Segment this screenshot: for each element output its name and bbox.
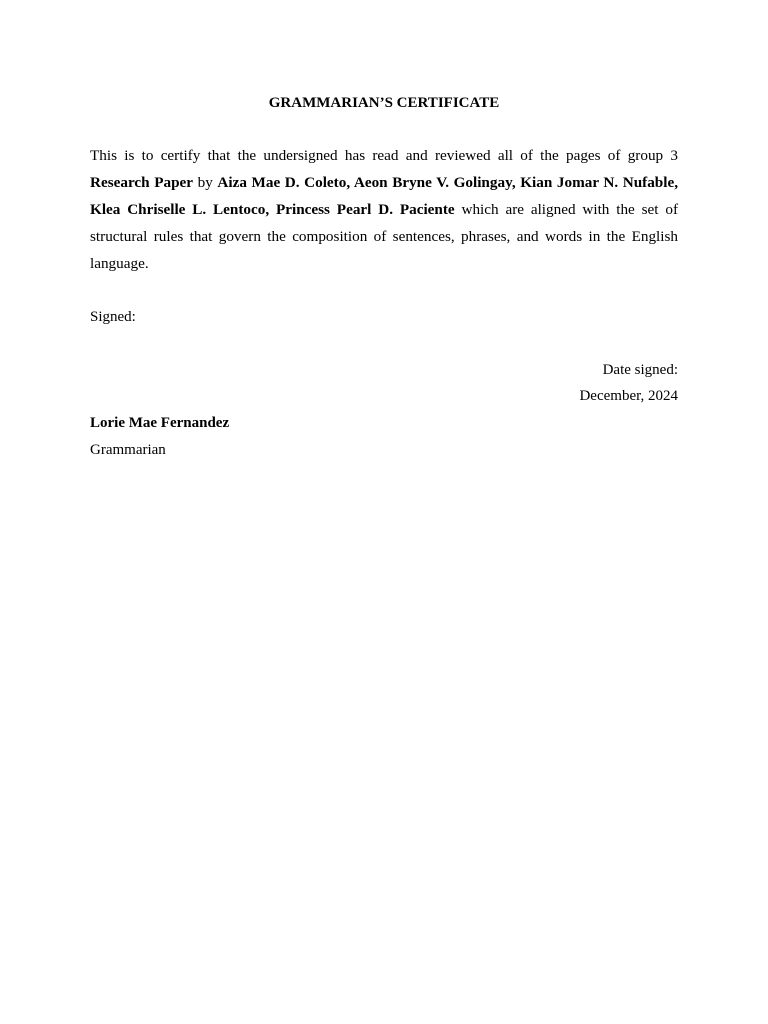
body-authors: Aiza Mae D. Coleto, Aeon Bryne V. Golingay, Kian Jomar N. Nufable, Klea Chriselle L. Lentoco, Princess Pearl D. Paciente — [90, 174, 679, 218]
signed-label: Signed: — [90, 309, 136, 325]
certificate-body — [90, 142, 678, 277]
signer-role: Grammarian — [90, 442, 166, 458]
certificate-title: GRAMMARIAN’S CERTIFICATE — [268, 95, 500, 111]
body-intro: This is to certify that the undersigned has read and reviewed all of the pages of group 3 — [90, 147, 678, 164]
body-doc-type: Research Paper — [90, 174, 194, 191]
body-closing: which are aligned with the set of structural rules that govern the composition of sentences, phrases, and words in the English language. — [90, 201, 678, 272]
date-signed-value: December, 2024 — [579, 388, 678, 404]
certificate-page — [90, 0, 678, 1024]
date-signed-label: Date signed: — [602, 362, 678, 378]
signer-block — [90, 410, 229, 464]
signer-name: Lorie Mae Fernandez — [90, 415, 230, 431]
date-block — [579, 357, 678, 409]
body-by: by — [193, 174, 218, 191]
